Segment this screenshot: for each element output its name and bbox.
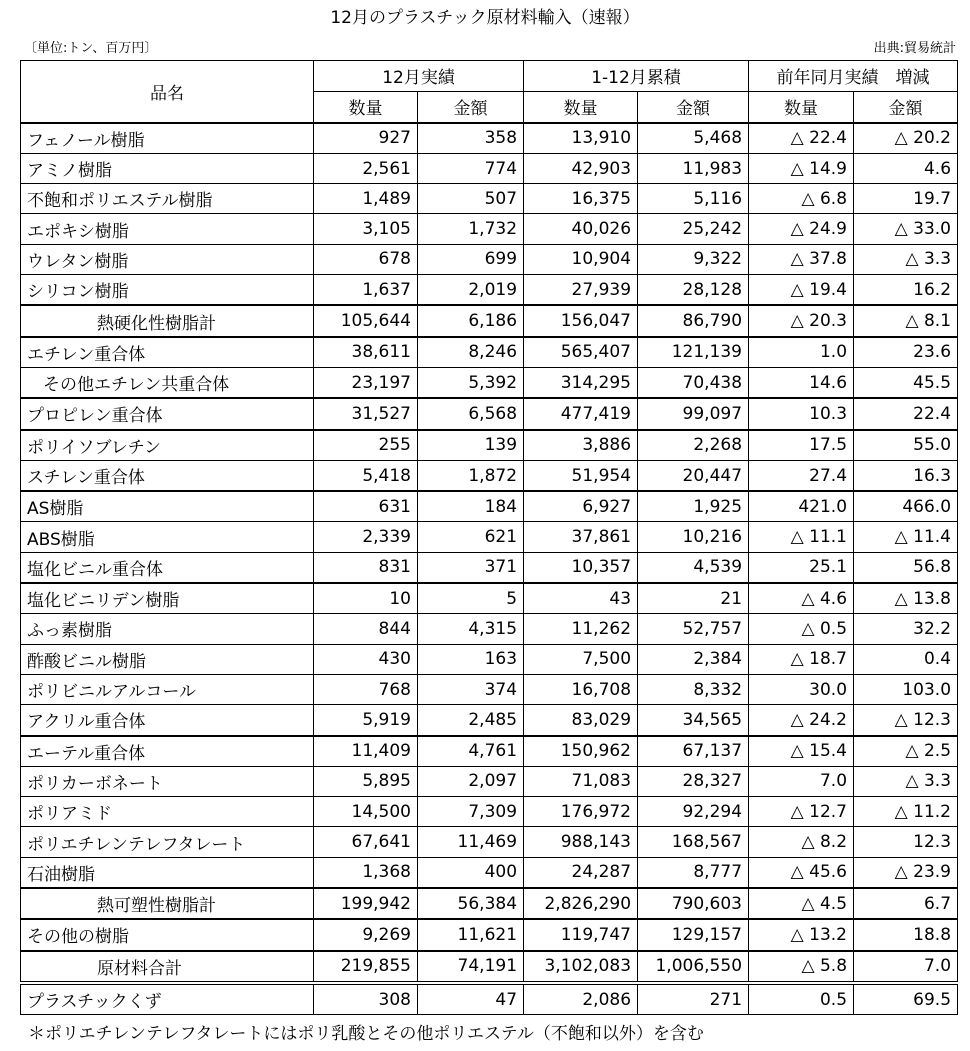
dec-qty-cell: 199,942 bbox=[314, 888, 418, 919]
header-amt: 金額 bbox=[854, 91, 958, 122]
cum-qty-cell: 16,375 bbox=[524, 184, 638, 214]
table-row bbox=[21, 766, 958, 796]
cum-qty-cell: 3,102,083 bbox=[524, 951, 638, 983]
yoy-amt-cell: 22.4 bbox=[854, 398, 958, 429]
table-row bbox=[21, 123, 958, 154]
dec-qty-cell: 14,500 bbox=[314, 797, 418, 827]
yoy-qty-cell: △ 15.4 bbox=[749, 736, 854, 767]
yoy-qty-cell: △ 37.8 bbox=[749, 244, 854, 274]
dec-qty-cell: 1,368 bbox=[314, 857, 418, 888]
table-row bbox=[21, 367, 958, 398]
table-row bbox=[21, 951, 958, 983]
cum-amt-cell: 8,332 bbox=[638, 674, 749, 704]
cum-qty-cell: 119,747 bbox=[524, 919, 638, 950]
cum-qty-cell: 7,500 bbox=[524, 644, 638, 674]
dec-amt-cell: 184 bbox=[418, 491, 524, 522]
cum-amt-cell: 1,006,550 bbox=[638, 951, 749, 983]
dec-amt-cell: 358 bbox=[418, 123, 524, 154]
dec-qty-cell: 5,919 bbox=[314, 705, 418, 736]
dec-qty-cell: 430 bbox=[314, 644, 418, 674]
yoy-amt-cell: △ 3.3 bbox=[854, 766, 958, 796]
yoy-qty-cell: △ 5.8 bbox=[749, 951, 854, 983]
item-name: その他エチレン共重合体 bbox=[21, 367, 314, 398]
cum-qty-cell: 6,927 bbox=[524, 491, 638, 522]
table-row bbox=[21, 644, 958, 674]
item-name: AS樹脂 bbox=[21, 491, 314, 522]
yoy-qty-cell: △ 20.3 bbox=[749, 305, 854, 336]
source-note: 出典:貿易統計 bbox=[873, 41, 956, 56]
item-name: エーテル重合体 bbox=[21, 736, 314, 767]
yoy-amt-cell: △ 8.1 bbox=[854, 305, 958, 336]
yoy-amt-cell: 466.0 bbox=[854, 491, 958, 522]
table-row bbox=[21, 305, 958, 336]
yoy-amt-cell: 55.0 bbox=[854, 430, 958, 461]
dec-amt-cell: 163 bbox=[418, 644, 524, 674]
yoy-qty-cell: 10.3 bbox=[749, 398, 854, 429]
yoy-amt-cell: 45.5 bbox=[854, 367, 958, 398]
table-row bbox=[21, 491, 958, 522]
cum-qty-cell: 10,904 bbox=[524, 244, 638, 274]
dec-qty-cell: 1,489 bbox=[314, 184, 418, 214]
item-name: ポリビニルアルコール bbox=[21, 674, 314, 704]
yoy-qty-cell: 14.6 bbox=[749, 367, 854, 398]
import-table bbox=[20, 60, 958, 1015]
item-name: 酢酸ビニル樹脂 bbox=[21, 644, 314, 674]
yoy-amt-cell: 23.6 bbox=[854, 337, 958, 368]
dec-qty-cell: 11,409 bbox=[314, 736, 418, 767]
cum-qty-cell: 83,029 bbox=[524, 705, 638, 736]
header-row-1 bbox=[21, 61, 958, 92]
table-row bbox=[21, 919, 958, 950]
cum-amt-cell: 790,603 bbox=[638, 888, 749, 919]
table-row bbox=[21, 244, 958, 274]
yoy-qty-cell: △ 14.9 bbox=[749, 153, 854, 183]
table-row bbox=[21, 857, 958, 888]
dec-qty-cell: 927 bbox=[314, 123, 418, 154]
dec-qty-cell: 2,339 bbox=[314, 522, 418, 552]
cum-amt-cell: 121,139 bbox=[638, 337, 749, 368]
cum-qty-cell: 11,262 bbox=[524, 614, 638, 644]
header-amt: 金額 bbox=[418, 91, 524, 122]
yoy-qty-cell: △ 12.7 bbox=[749, 797, 854, 827]
dec-qty-cell: 31,527 bbox=[314, 398, 418, 429]
header-qty: 数量 bbox=[749, 91, 854, 122]
dec-amt-cell: 56,384 bbox=[418, 888, 524, 919]
cum-amt-cell: 8,777 bbox=[638, 857, 749, 888]
table-row bbox=[21, 736, 958, 767]
yoy-qty-cell: △ 24.2 bbox=[749, 705, 854, 736]
yoy-amt-cell: 19.7 bbox=[854, 184, 958, 214]
dec-amt-cell: 2,485 bbox=[418, 705, 524, 736]
dec-qty-cell: 5,895 bbox=[314, 766, 418, 796]
yoy-amt-cell: △ 12.3 bbox=[854, 705, 958, 736]
cum-amt-cell: 9,322 bbox=[638, 244, 749, 274]
dec-amt-cell: 8,246 bbox=[418, 337, 524, 368]
yoy-qty-cell: △ 4.6 bbox=[749, 583, 854, 614]
cum-qty-cell: 150,962 bbox=[524, 736, 638, 767]
cum-qty-cell: 988,143 bbox=[524, 827, 638, 857]
item-name: 塩化ビニル重合体 bbox=[21, 552, 314, 583]
footnote: ＊ポリエチレンテレフタレートにはポリ乳酸とその他ポリエステル（不飽和以外）を含む bbox=[28, 1024, 704, 1044]
yoy-amt-cell: 32.2 bbox=[854, 614, 958, 644]
cum-amt-cell: 5,468 bbox=[638, 123, 749, 154]
cum-amt-cell: 92,294 bbox=[638, 797, 749, 827]
table-row bbox=[21, 552, 958, 583]
table-row bbox=[21, 214, 958, 244]
table-row bbox=[21, 275, 958, 306]
cum-qty-cell: 24,287 bbox=[524, 857, 638, 888]
dec-amt-cell: 774 bbox=[418, 153, 524, 183]
table-row bbox=[21, 674, 958, 704]
dec-qty-cell: 831 bbox=[314, 552, 418, 583]
cum-amt-cell: 28,327 bbox=[638, 766, 749, 796]
yoy-qty-cell: △ 18.7 bbox=[749, 644, 854, 674]
yoy-amt-cell: 103.0 bbox=[854, 674, 958, 704]
cum-qty-cell: 43 bbox=[524, 583, 638, 614]
yoy-qty-cell: △ 0.5 bbox=[749, 614, 854, 644]
table-row bbox=[21, 888, 958, 919]
dec-qty-cell: 3,105 bbox=[314, 214, 418, 244]
header-qty: 数量 bbox=[524, 91, 638, 122]
dec-qty-cell: 10 bbox=[314, 583, 418, 614]
item-name: その他の樹脂 bbox=[21, 919, 314, 950]
table-row bbox=[21, 153, 958, 183]
dec-amt-cell: 621 bbox=[418, 522, 524, 552]
cum-amt-cell: 2,384 bbox=[638, 644, 749, 674]
item-name: ABS樹脂 bbox=[21, 522, 314, 552]
cum-qty-cell: 51,954 bbox=[524, 460, 638, 491]
yoy-amt-cell: 56.8 bbox=[854, 552, 958, 583]
dec-qty-cell: 844 bbox=[314, 614, 418, 644]
yoy-amt-cell: △ 11.4 bbox=[854, 522, 958, 552]
item-name: 石油樹脂 bbox=[21, 857, 314, 888]
dec-amt-cell: 139 bbox=[418, 430, 524, 461]
cum-amt-cell: 10,216 bbox=[638, 522, 749, 552]
yoy-amt-cell: 0.4 bbox=[854, 644, 958, 674]
cum-amt-cell: 4,539 bbox=[638, 552, 749, 583]
header-qty: 数量 bbox=[314, 91, 418, 122]
yoy-qty-cell: 17.5 bbox=[749, 430, 854, 461]
item-name: ポリエチレンテレフタレート bbox=[21, 827, 314, 857]
cum-qty-cell: 2,826,290 bbox=[524, 888, 638, 919]
yoy-amt-cell: △ 33.0 bbox=[854, 214, 958, 244]
cum-qty-cell: 40,026 bbox=[524, 214, 638, 244]
yoy-qty-cell: △ 13.2 bbox=[749, 919, 854, 950]
yoy-amt-cell: △ 13.8 bbox=[854, 583, 958, 614]
item-name: ポリカーボネート bbox=[21, 766, 314, 796]
unit-note: 〔単位:トン、百万円〕 bbox=[24, 41, 158, 56]
dec-amt-cell: 11,621 bbox=[418, 919, 524, 950]
item-name: 塩化ビニリデン樹脂 bbox=[21, 583, 314, 614]
item-name: ふっ素樹脂 bbox=[21, 614, 314, 644]
yoy-qty-cell: △ 45.6 bbox=[749, 857, 854, 888]
dec-qty-cell: 105,644 bbox=[314, 305, 418, 336]
dec-amt-cell: 4,315 bbox=[418, 614, 524, 644]
item-name: シリコン樹脂 bbox=[21, 275, 314, 306]
item-name: ウレタン樹脂 bbox=[21, 244, 314, 274]
yoy-qty-cell: 421.0 bbox=[749, 491, 854, 522]
table-row bbox=[21, 522, 958, 552]
item-name: ポリイソブレチン bbox=[21, 430, 314, 461]
dec-qty-cell: 631 bbox=[314, 491, 418, 522]
dec-amt-cell: 47 bbox=[418, 983, 524, 1015]
yoy-qty-cell: △ 19.4 bbox=[749, 275, 854, 306]
yoy-qty-cell: 25.1 bbox=[749, 552, 854, 583]
yoy-amt-cell: △ 20.2 bbox=[854, 123, 958, 154]
item-name: 熱可塑性樹脂計 bbox=[21, 888, 314, 919]
yoy-qty-cell: △ 8.2 bbox=[749, 827, 854, 857]
yoy-amt-cell: 16.3 bbox=[854, 460, 958, 491]
cum-amt-cell: 99,097 bbox=[638, 398, 749, 429]
table-row bbox=[21, 430, 958, 461]
item-name: 不飽和ポリエステル樹脂 bbox=[21, 184, 314, 214]
yoy-amt-cell: 7.0 bbox=[854, 951, 958, 983]
dec-amt-cell: 374 bbox=[418, 674, 524, 704]
dec-amt-cell: 6,186 bbox=[418, 305, 524, 336]
cum-amt-cell: 70,438 bbox=[638, 367, 749, 398]
dec-amt-cell: 4,761 bbox=[418, 736, 524, 767]
yoy-qty-cell: 27.4 bbox=[749, 460, 854, 491]
cum-amt-cell: 67,137 bbox=[638, 736, 749, 767]
yoy-amt-cell: △ 3.3 bbox=[854, 244, 958, 274]
dec-amt-cell: 11,469 bbox=[418, 827, 524, 857]
yoy-amt-cell: 6.7 bbox=[854, 888, 958, 919]
cum-amt-cell: 28,128 bbox=[638, 275, 749, 306]
dec-qty-cell: 38,611 bbox=[314, 337, 418, 368]
cum-amt-cell: 86,790 bbox=[638, 305, 749, 336]
cum-amt-cell: 168,567 bbox=[638, 827, 749, 857]
dec-amt-cell: 5 bbox=[418, 583, 524, 614]
dec-qty-cell: 255 bbox=[314, 430, 418, 461]
dec-qty-cell: 678 bbox=[314, 244, 418, 274]
cum-qty-cell: 42,903 bbox=[524, 153, 638, 183]
dec-qty-cell: 2,561 bbox=[314, 153, 418, 183]
yoy-amt-cell: 16.2 bbox=[854, 275, 958, 306]
page-title: 12月のプラスチック原材料輸入（速報） bbox=[330, 8, 640, 28]
dec-amt-cell: 371 bbox=[418, 552, 524, 583]
dec-amt-cell: 699 bbox=[418, 244, 524, 274]
table-row bbox=[21, 614, 958, 644]
cum-amt-cell: 2,268 bbox=[638, 430, 749, 461]
cum-amt-cell: 34,565 bbox=[638, 705, 749, 736]
cum-amt-cell: 21 bbox=[638, 583, 749, 614]
yoy-amt-cell: 69.5 bbox=[854, 983, 958, 1015]
yoy-qty-cell: 0.5 bbox=[749, 983, 854, 1015]
item-name: 原材料合計 bbox=[21, 951, 314, 983]
yoy-amt-cell: △ 2.5 bbox=[854, 736, 958, 767]
table-row bbox=[21, 398, 958, 429]
item-name: スチレン重合体 bbox=[21, 460, 314, 491]
table-row bbox=[21, 337, 958, 368]
header-amt: 金額 bbox=[638, 91, 749, 122]
cum-qty-cell: 10,357 bbox=[524, 552, 638, 583]
table-row bbox=[21, 827, 958, 857]
item-name: ポリアミド bbox=[21, 797, 314, 827]
cum-qty-cell: 2,086 bbox=[524, 983, 638, 1015]
yoy-qty-cell: △ 4.5 bbox=[749, 888, 854, 919]
dec-qty-cell: 5,418 bbox=[314, 460, 418, 491]
item-name: エポキシ樹脂 bbox=[21, 214, 314, 244]
dec-qty-cell: 1,637 bbox=[314, 275, 418, 306]
dec-qty-cell: 219,855 bbox=[314, 951, 418, 983]
table-row bbox=[21, 983, 958, 1015]
item-name: プラスチックくず bbox=[21, 983, 314, 1015]
cum-qty-cell: 156,047 bbox=[524, 305, 638, 336]
item-name: フェノール樹脂 bbox=[21, 123, 314, 154]
cum-qty-cell: 477,419 bbox=[524, 398, 638, 429]
yoy-amt-cell: 18.8 bbox=[854, 919, 958, 950]
item-name: エチレン重合体 bbox=[21, 337, 314, 368]
yoy-qty-cell: △ 11.1 bbox=[749, 522, 854, 552]
cum-amt-cell: 129,157 bbox=[638, 919, 749, 950]
cum-amt-cell: 1,925 bbox=[638, 491, 749, 522]
header-cumulative: 1-12月累積 bbox=[524, 61, 749, 92]
cum-amt-cell: 5,116 bbox=[638, 184, 749, 214]
dec-qty-cell: 308 bbox=[314, 983, 418, 1015]
cum-qty-cell: 314,295 bbox=[524, 367, 638, 398]
yoy-qty-cell: △ 6.8 bbox=[749, 184, 854, 214]
cum-qty-cell: 71,083 bbox=[524, 766, 638, 796]
cum-qty-cell: 176,972 bbox=[524, 797, 638, 827]
dec-amt-cell: 1,872 bbox=[418, 460, 524, 491]
yoy-qty-cell: △ 24.9 bbox=[749, 214, 854, 244]
yoy-amt-cell: 12.3 bbox=[854, 827, 958, 857]
cum-qty-cell: 37,861 bbox=[524, 522, 638, 552]
dec-amt-cell: 2,019 bbox=[418, 275, 524, 306]
yoy-qty-cell: 30.0 bbox=[749, 674, 854, 704]
cum-qty-cell: 16,708 bbox=[524, 674, 638, 704]
cum-qty-cell: 13,910 bbox=[524, 123, 638, 154]
dec-amt-cell: 1,732 bbox=[418, 214, 524, 244]
cum-qty-cell: 3,886 bbox=[524, 430, 638, 461]
item-name: アミノ樹脂 bbox=[21, 153, 314, 183]
dec-amt-cell: 400 bbox=[418, 857, 524, 888]
dec-amt-cell: 2,097 bbox=[418, 766, 524, 796]
dec-qty-cell: 23,197 bbox=[314, 367, 418, 398]
item-name: 熱硬化性樹脂計 bbox=[21, 305, 314, 336]
cum-amt-cell: 20,447 bbox=[638, 460, 749, 491]
yoy-amt-cell: △ 11.2 bbox=[854, 797, 958, 827]
dec-qty-cell: 768 bbox=[314, 674, 418, 704]
cum-amt-cell: 25,242 bbox=[638, 214, 749, 244]
dec-amt-cell: 507 bbox=[418, 184, 524, 214]
cum-qty-cell: 27,939 bbox=[524, 275, 638, 306]
item-name: アクリル重合体 bbox=[21, 705, 314, 736]
cum-amt-cell: 271 bbox=[638, 983, 749, 1015]
dec-qty-cell: 67,641 bbox=[314, 827, 418, 857]
dec-amt-cell: 5,392 bbox=[418, 367, 524, 398]
table-row bbox=[21, 705, 958, 736]
table-row bbox=[21, 460, 958, 491]
item-name: プロピレン重合体 bbox=[21, 398, 314, 429]
cum-qty-cell: 565,407 bbox=[524, 337, 638, 368]
yoy-qty-cell: 7.0 bbox=[749, 766, 854, 796]
dec-amt-cell: 74,191 bbox=[418, 951, 524, 983]
table-row bbox=[21, 583, 958, 614]
header-item: 品名 bbox=[21, 61, 314, 123]
table-row bbox=[21, 184, 958, 214]
header-yoy: 前年同月実績 増減 bbox=[749, 61, 958, 92]
yoy-amt-cell: 4.6 bbox=[854, 153, 958, 183]
dec-amt-cell: 6,568 bbox=[418, 398, 524, 429]
cum-amt-cell: 11,983 bbox=[638, 153, 749, 183]
cum-amt-cell: 52,757 bbox=[638, 614, 749, 644]
dec-qty-cell: 9,269 bbox=[314, 919, 418, 950]
yoy-qty-cell: 1.0 bbox=[749, 337, 854, 368]
yoy-amt-cell: △ 23.9 bbox=[854, 857, 958, 888]
yoy-qty-cell: △ 22.4 bbox=[749, 123, 854, 154]
table-row bbox=[21, 797, 958, 827]
header-december: 12月実績 bbox=[314, 61, 524, 92]
dec-amt-cell: 7,309 bbox=[418, 797, 524, 827]
